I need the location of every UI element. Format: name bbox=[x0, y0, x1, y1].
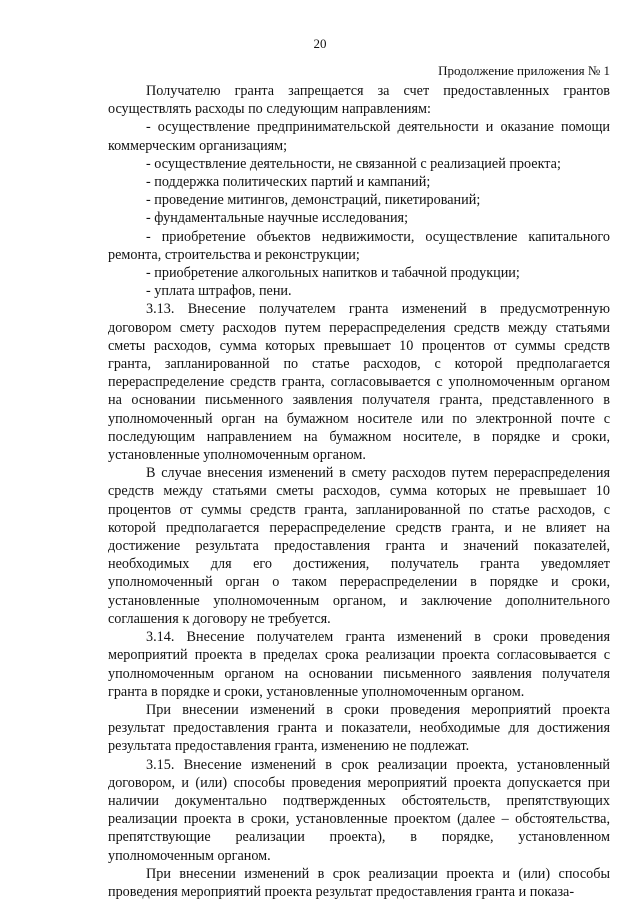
list-item: - поддержка политических партий и кампаний; bbox=[146, 174, 431, 191]
paragraph-3-14: 3.14. Внесение получателем гранта изменений в сроки проведения мероприятий проекта в пределах срока реализации проекта согласовывается с уполномоченным органом на основании письменного заявления получателя гранта в порядке и сроки, установленные уполномоченным органом. bbox=[108, 629, 610, 700]
list-item: - проведение митингов, демонстраций, пикетирований; bbox=[146, 192, 481, 209]
appendix-label: Продолжение приложения № 1 bbox=[438, 63, 610, 78]
list-item: - осуществление деятельности, не связанной с реализацией проекта; bbox=[146, 155, 561, 172]
paragraph-3-13: 3.13. Внесение получателем гранта изменений в предусмотренную договором смету расходов путем перераспределения средств между статьями сметы расходов, сумма которых превышает 10 процентов от суммы средств гранта, запланированной по статье расходов, с которой предполагается перераспределение средств гранта, согласовывается с уполномоченным органом на основании письменного заявления получателя гранта, представленного в уполномоченный орган на бумажном носителе или по электронной почте с последующим направлением на бумажном носителе, в порядке и сроки, установленные уполномоченным органом. bbox=[108, 301, 610, 464]
paragraph: В случае внесения изменений в смету расходов путем перераспределения средств между статьями сметы расходов, сумма которых не превышает 10 процентов от суммы средств гранта, запланированной по статье расходов, с которой предполагается перераспределение средств гранта, и не влияет на достижение результата предоставления гранта и значений показателей, необходимых для его достижения, получатель гранта уведомляет уполномоченный орган о таком перераспределении в порядке и сроки, установленные уполномоченным органом, и заключение дополнительного соглашения к договору не требуется. bbox=[108, 465, 610, 627]
list-item: - фундаментальные научные исследования; bbox=[146, 210, 409, 227]
page-number: 20 bbox=[313, 36, 327, 51]
paragraph-3-15: 3.15. Внесение изменений в срок реализации проекта, установленный договором, и (или) способы проведения мероприятий проекта допускается при наличии документально подтвержденных обстоятельств, препятствующих реализации проекта в сроки, установленные проектом (далее – обстоятельства, препятствующие реализации проекта), в порядке, установленном уполномоченным органом. bbox=[108, 756, 610, 864]
paragraph: При внесении изменений в сроки проведения мероприятий проекта результат предоставления гранта и показатели, необходимые для достижения результата предоставления гранта, изменению не подлежат. bbox=[108, 701, 610, 755]
document-body bbox=[108, 82, 610, 901]
paragraph: Получателю гранта запрещается за счет предоставленных грантов осуществлять расходы по следующим направлениям: bbox=[108, 83, 610, 118]
list-item: - осуществление предпринимательской деятельности и оказание помощи коммерческим организациям; bbox=[108, 119, 610, 154]
list-item: - приобретение алкогольных напитков и табачной продукции; bbox=[146, 265, 520, 282]
paragraph: При внесении изменений в срок реализации проекта и (или) способы проведения мероприятий проекта результат предоставления гранта и показа- bbox=[108, 865, 610, 900]
list-item: - уплата штрафов, пени. bbox=[146, 283, 292, 300]
list-item: - приобретение объектов недвижимости, осуществление капитального ремонта, строительства и реконструкции; bbox=[108, 228, 610, 263]
